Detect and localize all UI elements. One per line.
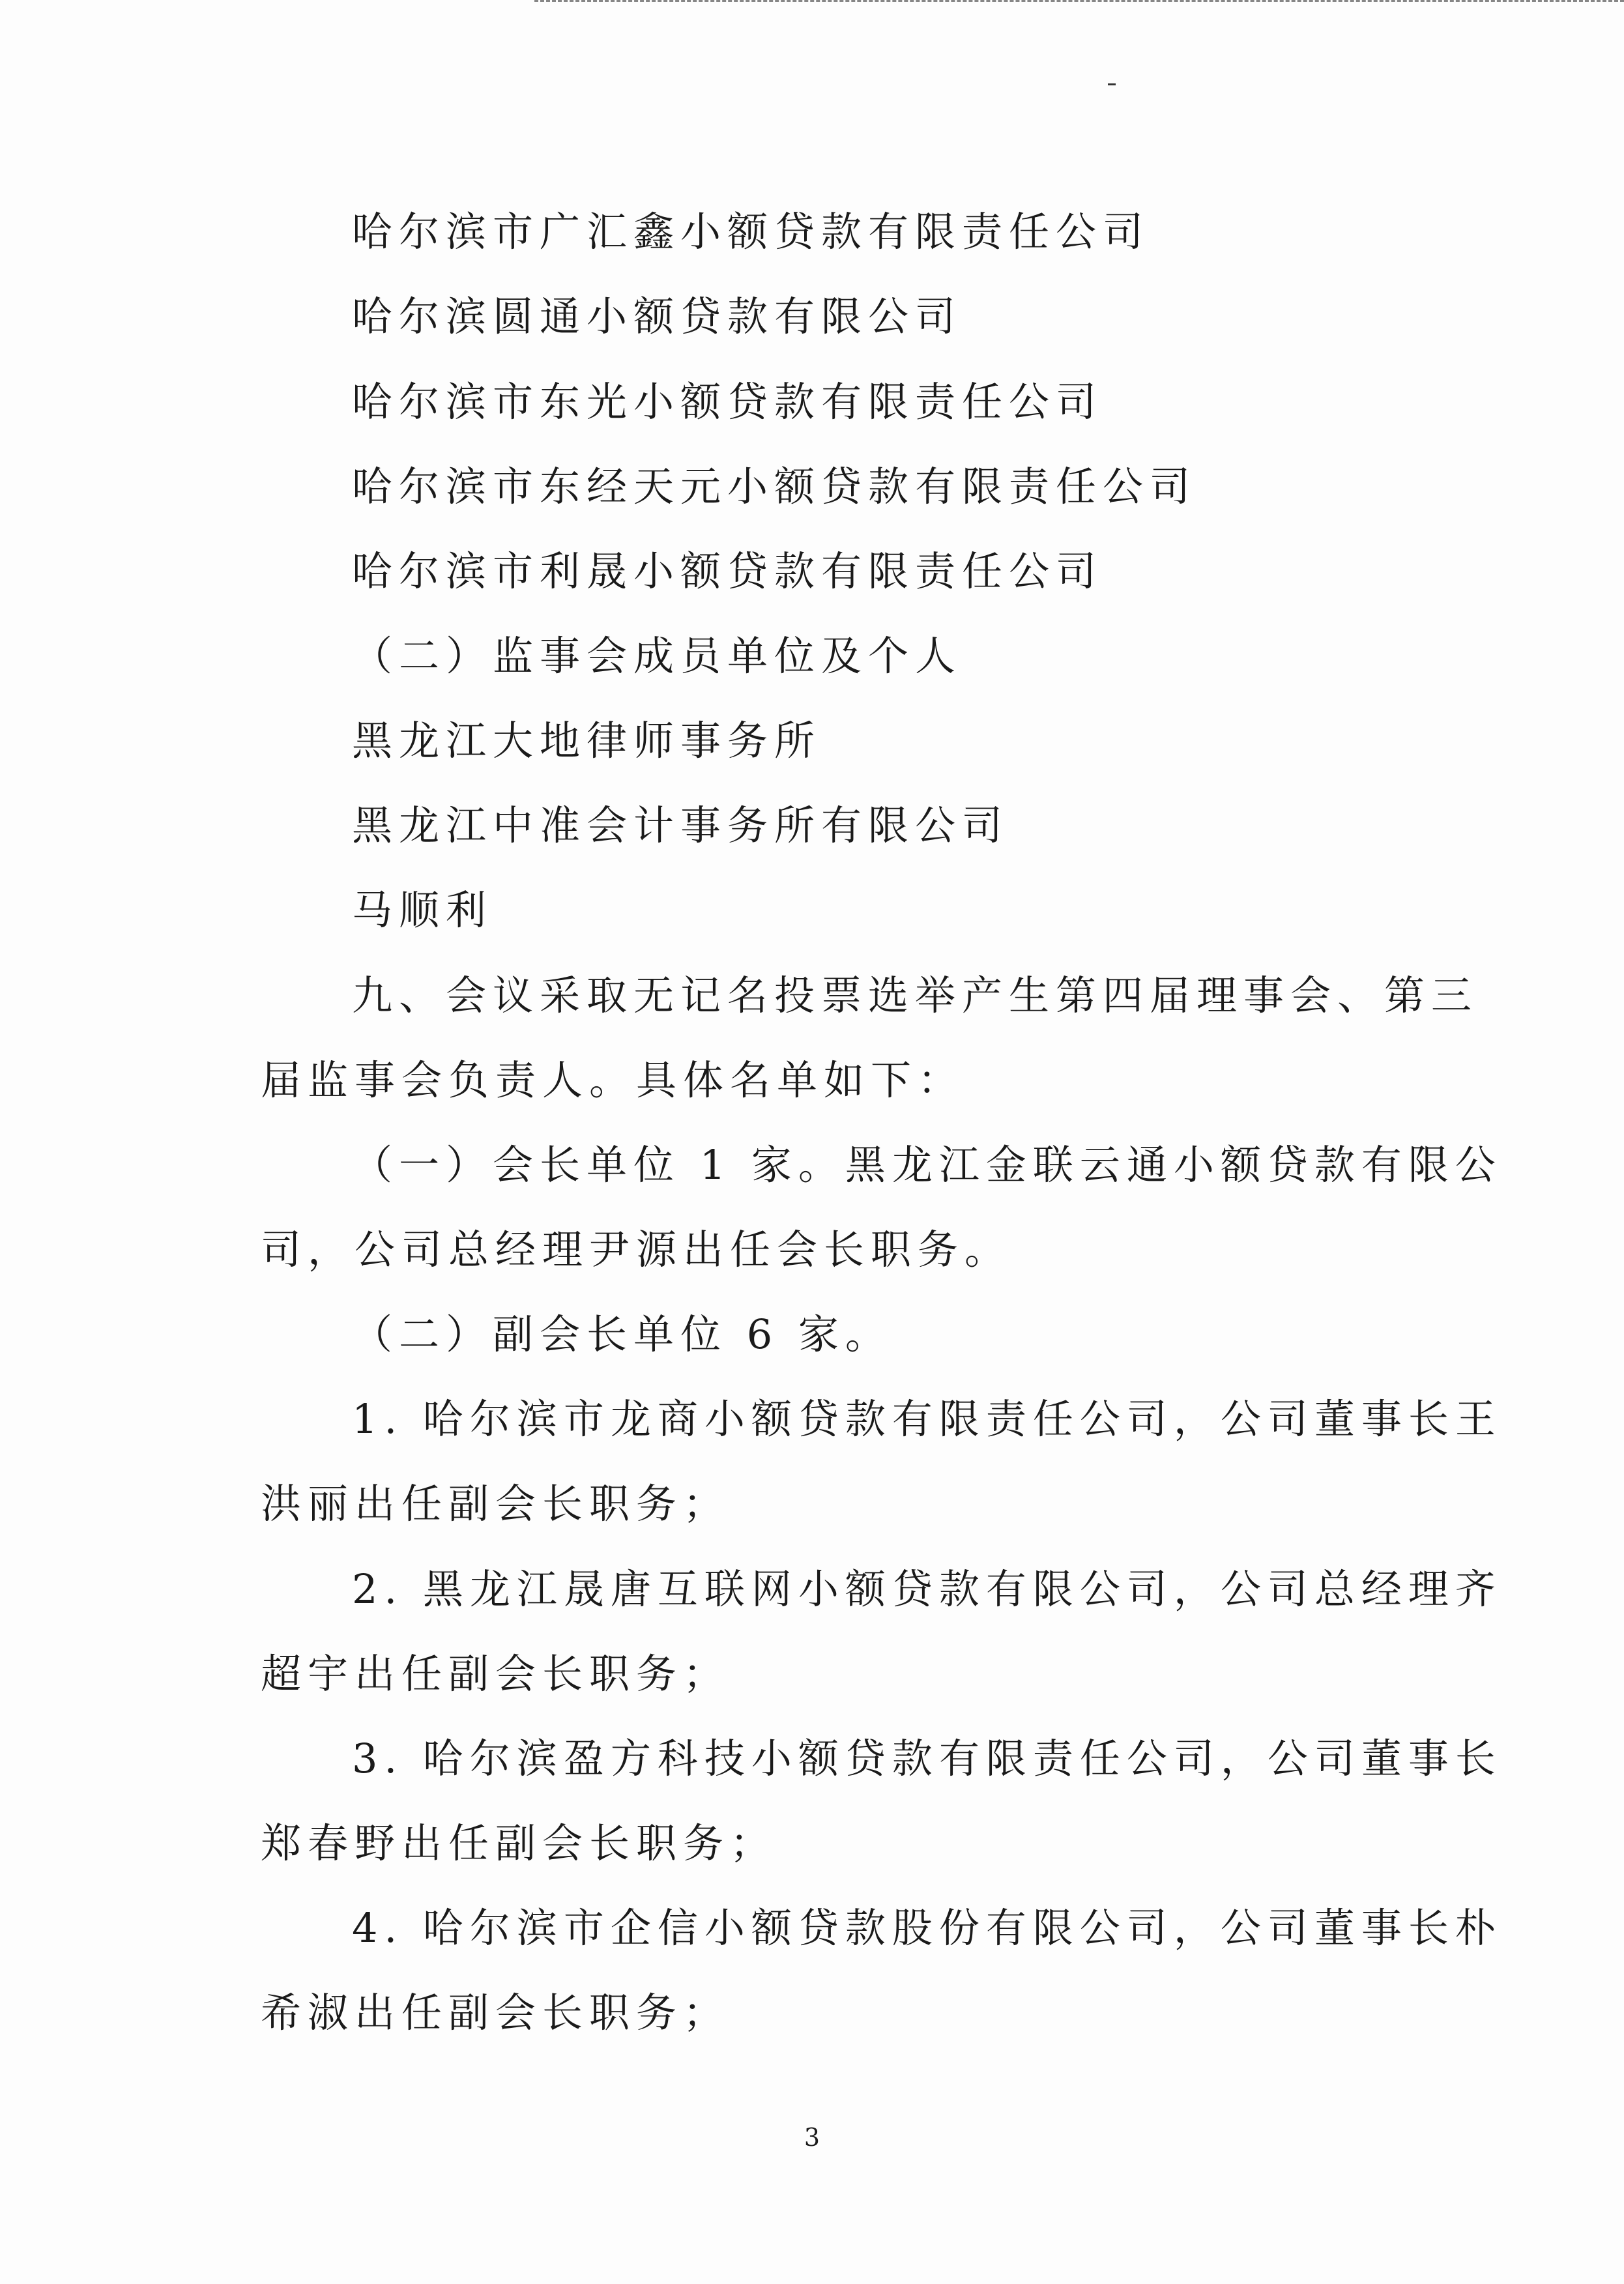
company-line: 哈尔滨市利晟小额贷款有限责任公司 xyxy=(352,547,1103,595)
paragraph-line: 司，公司总经理尹源出任会长职务。 xyxy=(261,1226,1012,1273)
list-item-continued: 郑春野出任副会长职务； xyxy=(261,1819,777,1867)
list-item-continued: 洪丽出任副会长职务； xyxy=(261,1480,731,1527)
list-item-continued: 超宇出任副会长职务； xyxy=(261,1650,731,1698)
member-line: 黑龙江中准会计事务所有限公司 xyxy=(352,802,1009,849)
list-item: 1. 哈尔滨市龙商小额贷款有限责任公司，公司董事长王 xyxy=(352,1395,1502,1443)
company-line: 哈尔滨市东光小额贷款有限责任公司 xyxy=(352,378,1103,426)
paragraph-line: （一）会长单位 1 家。黑龙江金联云通小额贷款有限公 xyxy=(352,1141,1502,1189)
scan-edge-mark xyxy=(534,0,1624,5)
company-line: 哈尔滨市广汇鑫小额贷款有限责任公司 xyxy=(352,208,1150,255)
list-item: 3. 哈尔滨盈方科技小额贷款有限责任公司，公司董事长 xyxy=(352,1735,1502,1782)
scan-speck xyxy=(1108,83,1116,85)
paragraph-line: 届监事会负责人。具体名单如下： xyxy=(261,1056,965,1104)
list-item: 4. 哈尔滨市企信小额贷款股份有限公司，公司董事长朴 xyxy=(352,1904,1502,1952)
page-number: 3 xyxy=(804,2123,820,2152)
list-item-continued: 希淑出任副会长职务； xyxy=(261,1989,731,2036)
company-line: 哈尔滨圆通小额贷款有限公司 xyxy=(352,293,963,340)
section-heading: （二）副会长单位 6 家。 xyxy=(352,1310,892,1358)
paragraph-line: 九、会议采取无记名投票选举产生第四届理事会、第三 xyxy=(352,972,1479,1019)
member-line: 黑龙江大地律师事务所 xyxy=(352,717,822,764)
list-item: 2. 黑龙江晟唐互联网小额贷款有限公司，公司总经理齐 xyxy=(352,1565,1502,1613)
company-line: 哈尔滨市东经天元小额贷款有限责任公司 xyxy=(352,463,1197,510)
section-heading: （二）监事会成员单位及个人 xyxy=(352,632,963,680)
member-line: 马顺利 xyxy=(352,886,493,934)
